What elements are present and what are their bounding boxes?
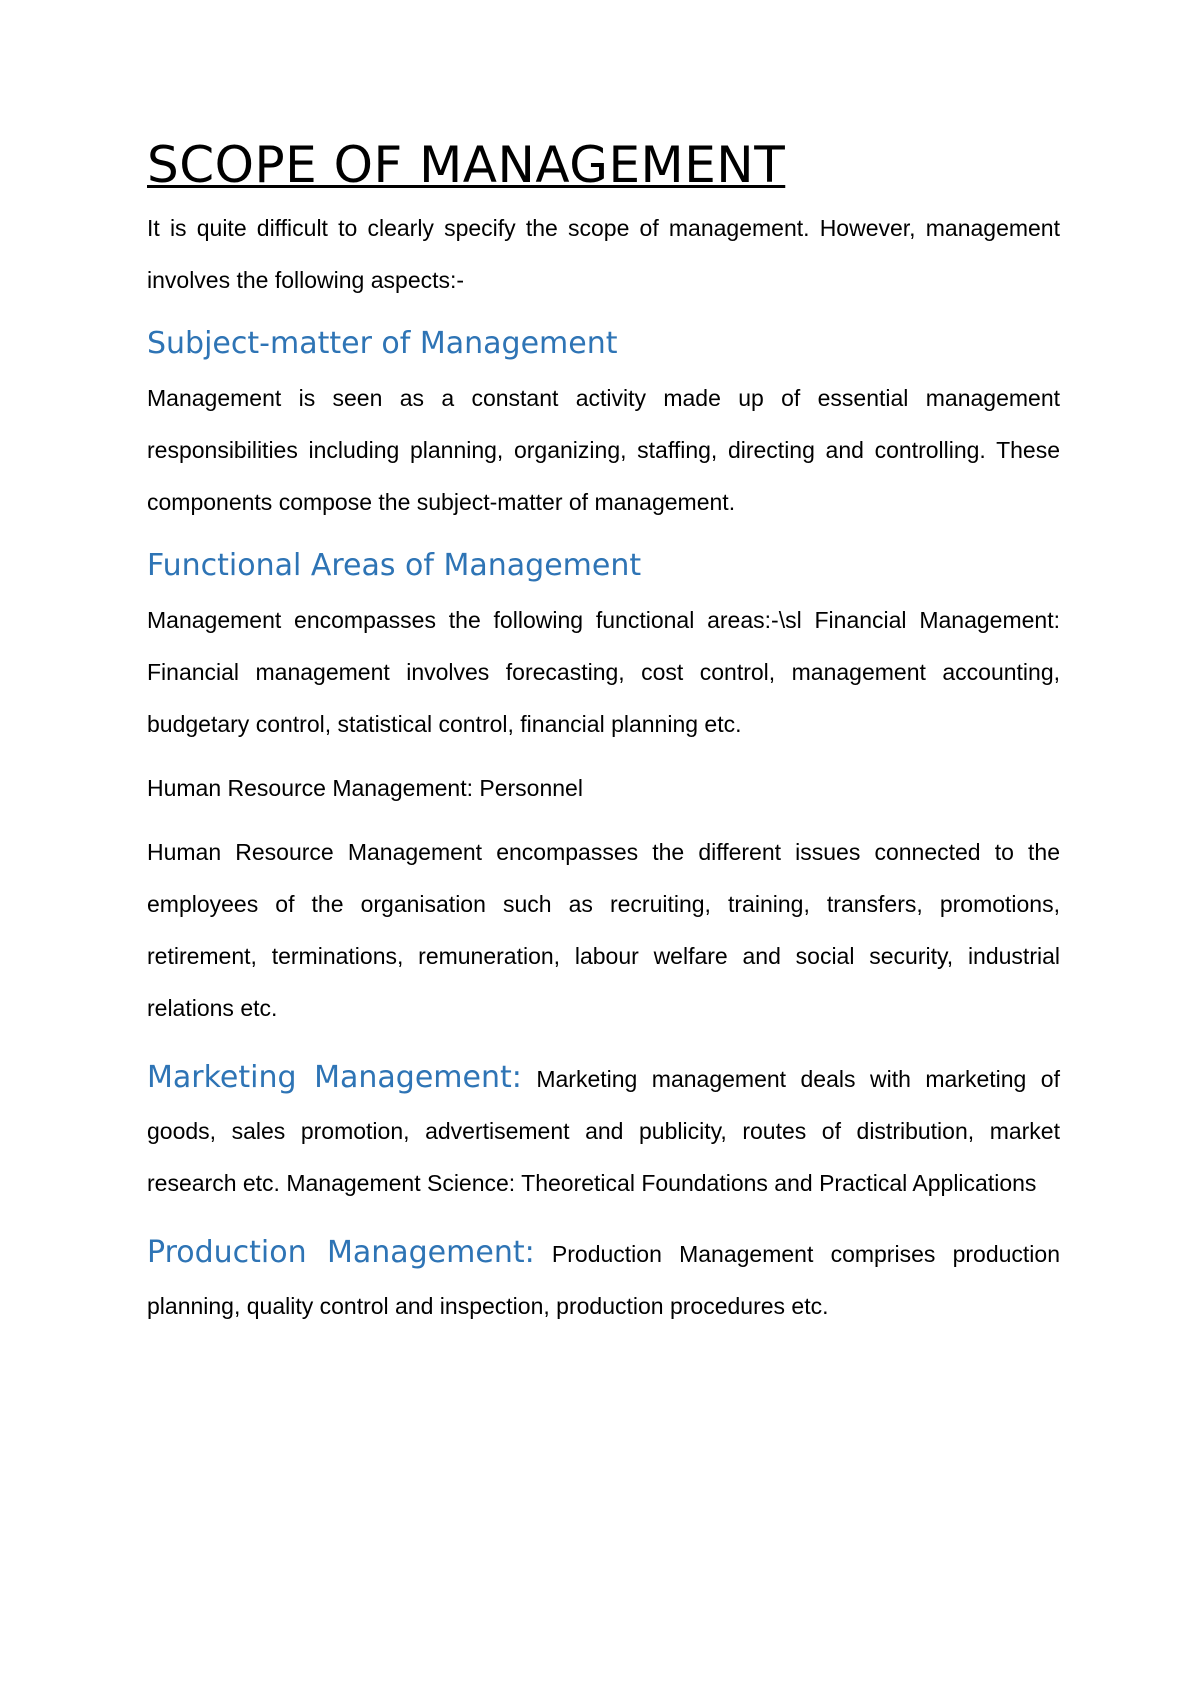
section-heading-functional-areas: Functional Areas of Management <box>147 548 642 583</box>
section-body-subject-matter: Management is seen as a constant activity made up of essential management responsibilities including planning, organizing, staffing, directing and controlling. These components compose the subject-matter of management. <box>147 385 1060 515</box>
document-title: SCOPE OF MANAGEMENT <box>147 136 786 194</box>
production-body: Production Management comprises production planning, quality control and inspection, production procedures etc. <box>147 1241 1060 1319</box>
document-page <box>147 136 1060 1332</box>
hrm-title-line: Human Resource Management: Personnel <box>147 775 583 801</box>
production-paragraph <box>147 1227 1060 1332</box>
production-heading: Production Management: <box>147 1235 535 1270</box>
intro-paragraph: It is quite difficult to clearly specify the scope of management. However, management involves the following aspects:- <box>147 215 1060 293</box>
marketing-heading: Marketing Management: <box>147 1060 522 1095</box>
hrm-body: Human Resource Management encompasses the different issues connected to the employees of the organisation such as recruiting, training, transfers, promotions, retirement, terminations, remuneration, labour welfare and social security, industrial relations etc. <box>147 839 1060 1021</box>
section-heading-subject-matter: Subject-matter of Management <box>147 326 618 361</box>
section-body-functional-areas: Management encompasses the following functional areas:-\sl Financial Management: Financial management involves forecasting, cost control, management accounting, budgetary control, statistical control, financial planning etc. <box>147 607 1060 737</box>
marketing-paragraph <box>147 1052 1060 1209</box>
marketing-body: Marketing management deals with marketing of goods, sales promotion, advertisement and publicity, routes of distribution, market research etc. Management Science: Theoretical Foundations and Practical Applications <box>147 1066 1060 1196</box>
